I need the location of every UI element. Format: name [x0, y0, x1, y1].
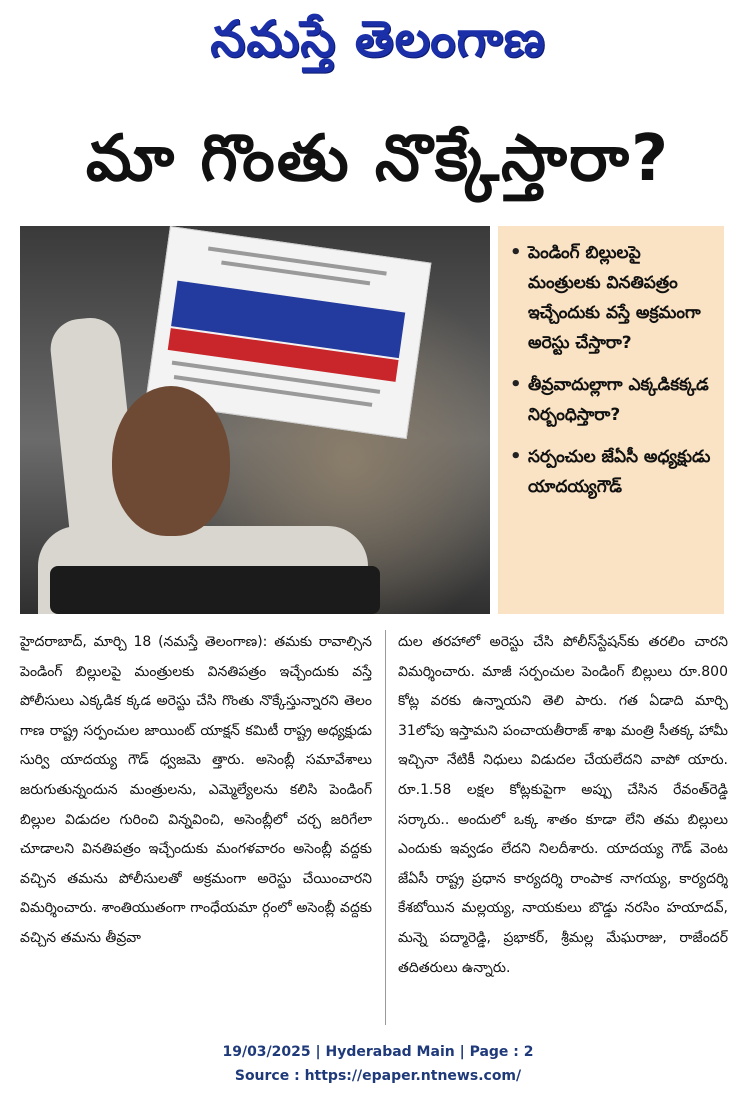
highlights-box: [498, 226, 724, 614]
bullet-icon: •: [510, 242, 522, 263]
article-column-1: హైదరాబాద్, మార్చి 18 (నమస్తే తెలంగాణ): తమకు రావాల్సిన పెండింగ్ బిల్లులపై మంత్రులకు వినతిపత్రం ఇచ్చేందుకు వస్తే పోలీసులు ఎక్కడిక క్కడ అరెస్టు చేసి గొంతు నొక్కేస్తున్నారని తెలం గాణ రాష్ట్ర సర్పంచుల జాయింట్ యాక్షన్ కమిటీ రాష్ట్ర అధ్యక్షుడు సుర్వి యాదయ్య గౌడ్ ధ్వజమె త్తారు. అసెంబ్లీ సమావేశాలు జరుగుతున్నందున మంత్రులను, ఎమ్మెల్యేలను కలిసి పెండింగ్ బిల్లుల విడుదల గురించి విన్నవించి, అసెంబ్లీలో చర్చ జరిగేలా చూడాలని వినతిపత్రం ఇచ్చేందుకు మంగళవారం అసెంబ్లీ వద్దకు వచ్చిన తమను పోలీసులతో అక్రమంగా అరెస్టు చేయించారని విమర్శించారు. శాంతియుతంగా గాంధేయమా ర్గంలో అసెంబ్లీ వద్దకు వచ్చిన తమను తీవ్రవా: [20, 634, 372, 946]
highlight-text: పెండింగ్ బిల్లులపై మంత్రులకు వినతిపత్రం ఇచ్చేందుకు వస్తే అక్రమంగా అరెస్టు చేస్తారా?: [528, 243, 701, 353]
headline-text: మా గొంతు నొక్కేస్తారా?: [85, 122, 671, 196]
edition-info: 19/03/2025 | Hyderabad Main | Page : 2: [222, 1044, 534, 1060]
article-column-2: దుల తరహాలో అరెస్టు చేసి పోలీస్‌స్టేషన్‌కు తరలిం చారని విమర్శించారు. మాజీ సర్పంచుల పెండింగ్ బిల్లులు రూ.800 కోట్ల వరకు ఉన్నాయని తెలి పారు. గత ఏడాది మార్చి 31లోపు ఇస్తామని పంచాయతీరాజ్ శాఖ మంత్రి సీతక్క హామీ ఇచ్చినా నేటికీ నిధులు విడుదల చేయలేదని వాపో యారు. రూ.1.58 లక్షల కోట్లకుపైగా అప్పు చేసిన రేవంత్‌రెడ్డి సర్కారు.. అందులో ఒక్క శాతం కూడా లేని తమ బిల్లులు ఎందుకు ఇవ్వడం లేదని నిలదీశారు. యాదయ్య గౌడ్ వెంట జేఏసీ రాష్ట్ర ప్రధాన కార్యదర్శి రాంపాక నాగయ్య, కార్యదర్శి కేశబోయిన మల్లయ్య, నాయకులు బొడ్డు నరసిం హయాదవ్, మన్నె పద్మారెడ్డి, ప్రభాకర్, శ్రీమల్ల మేఘరాజు, రాజేందర్ తదితరులు ఉన్నారు.: [398, 634, 728, 976]
source-link[interactable]: Source : https://epaper.ntnews.com/: [234, 1068, 522, 1084]
highlights-list: [498, 226, 724, 502]
newspaper-masthead: [0, 6, 756, 72]
highlight-item: [510, 370, 714, 430]
highlight-text: సర్పంచుల జేఏసీ అధ్యక్షుడు యాదయ్యగౌడ్: [528, 447, 711, 497]
column-divider: [385, 630, 386, 1025]
highlight-text: తీవ్రవాదుల్లాగా ఎక్కడికక్కడ నిర్బంధిస్తారా?: [528, 375, 709, 425]
highlight-item: [510, 238, 714, 358]
placard-text-line: [221, 261, 370, 286]
protest-photo: [20, 226, 490, 614]
photo-person-head: [112, 386, 230, 536]
bullet-icon: •: [510, 374, 522, 395]
bullet-icon: •: [510, 446, 522, 467]
article-headline: [0, 104, 756, 214]
masthead-title: నమస్తే తెలంగాణ: [210, 10, 546, 68]
highlight-item: [510, 442, 714, 502]
photo-camera: [50, 566, 380, 614]
